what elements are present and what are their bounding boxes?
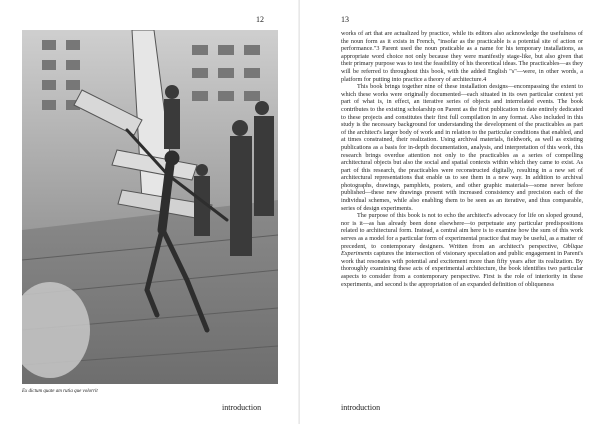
body-paragraph-3 [341, 212, 583, 288]
dancer-photograph [22, 30, 278, 384]
book-title-italic: Oblique Experiments [341, 242, 583, 258]
right-page [300, 0, 600, 424]
photo-caption: Ex dictum quate am rutia que volorrit [22, 389, 98, 394]
body-paragraph-1: works of art that are actualized by practice, while its editors also acknowledge the usefulness of the noun form as it exists in French, "insofar as the practicable is a potential site of action or performance."3 Parent used the noun praticable as a name for his temporary installations, as appropriate word choice not only because they were manifestly stage-like, but also given that their primary purpose was to test the feasibility of his theoretical ideas. The practicables—as they will be referred to throughout this book, with the added English "s"—were, in other words, a platform for putting into practice a theory of architecture.4 [341, 30, 583, 83]
page-number-right: 13 [341, 15, 349, 24]
body-text-column [341, 30, 583, 398]
paragraph-3-part-1: The purpose of this book is not to echo the architect's advocacy for life on sloped ground, nor is it—as has already been done elsewhere—to perpetuate any particular predispositions related to architectural form. Instead, a central aim here is to examine how the sum of this work serves as a model for a particular form of experimental practice that may be useful, as a matter of precedent, to contemporary designers. Written from an architect's perspective, [341, 212, 583, 250]
page-number-left: 12 [256, 15, 264, 24]
photo-image [22, 30, 278, 384]
running-footer-left: introduction [222, 403, 262, 412]
body-paragraph-2: This book brings together nine of these installation designs—encompassing the extent to which these works were originally documented—each situated in its own particular context yet part of what is, in effect, an iterative series of objects and interrelated events. The book contributes to the existing scholarship on Parent as the first publication to date entirely dedicated to these projects and constitutes their first full compilation in any format. Also included in this study is the necessary background for understanding the development of the practicables as part of the architect's larger body of work and in relation to the particular conditions that enabled, and at times constrained, their realization. Using archival materials, fieldwork, as well as existing publications as a basis for in-depth documentation, analysis, and interpretation of this work, this research brings overdue attention not only to the practicables as a series of compelling architectural objects but also the social and spatial contexts within which they came to exist. As part of this research, the practicables were reconstructed digitally, resulting in a new set of architectural representations that enable us to see them in a new way. In addition to archival photographs, drawings, pamphlets, posters, and other graphic materials—some never before published—these new drawings present with increased consistency and precision each of the individual schemes, while also enabling them to be seen as an iterative, and thus comparable, series of design experiments. [341, 83, 583, 212]
paragraph-3-part-2: captures the intersection of visionary speculation and public engagement in Parent's work that resonates with potential and excitement more than fifty years after its realization. By thoroughly examining these acts of experimental architecture, the book identifies two particular aspects to consider from a contemporary perspective. First is the role of interiority in these experiments, and second is the appropriation of an expanded definition of obliqueness [341, 250, 583, 288]
running-footer-right: introduction [341, 403, 381, 412]
